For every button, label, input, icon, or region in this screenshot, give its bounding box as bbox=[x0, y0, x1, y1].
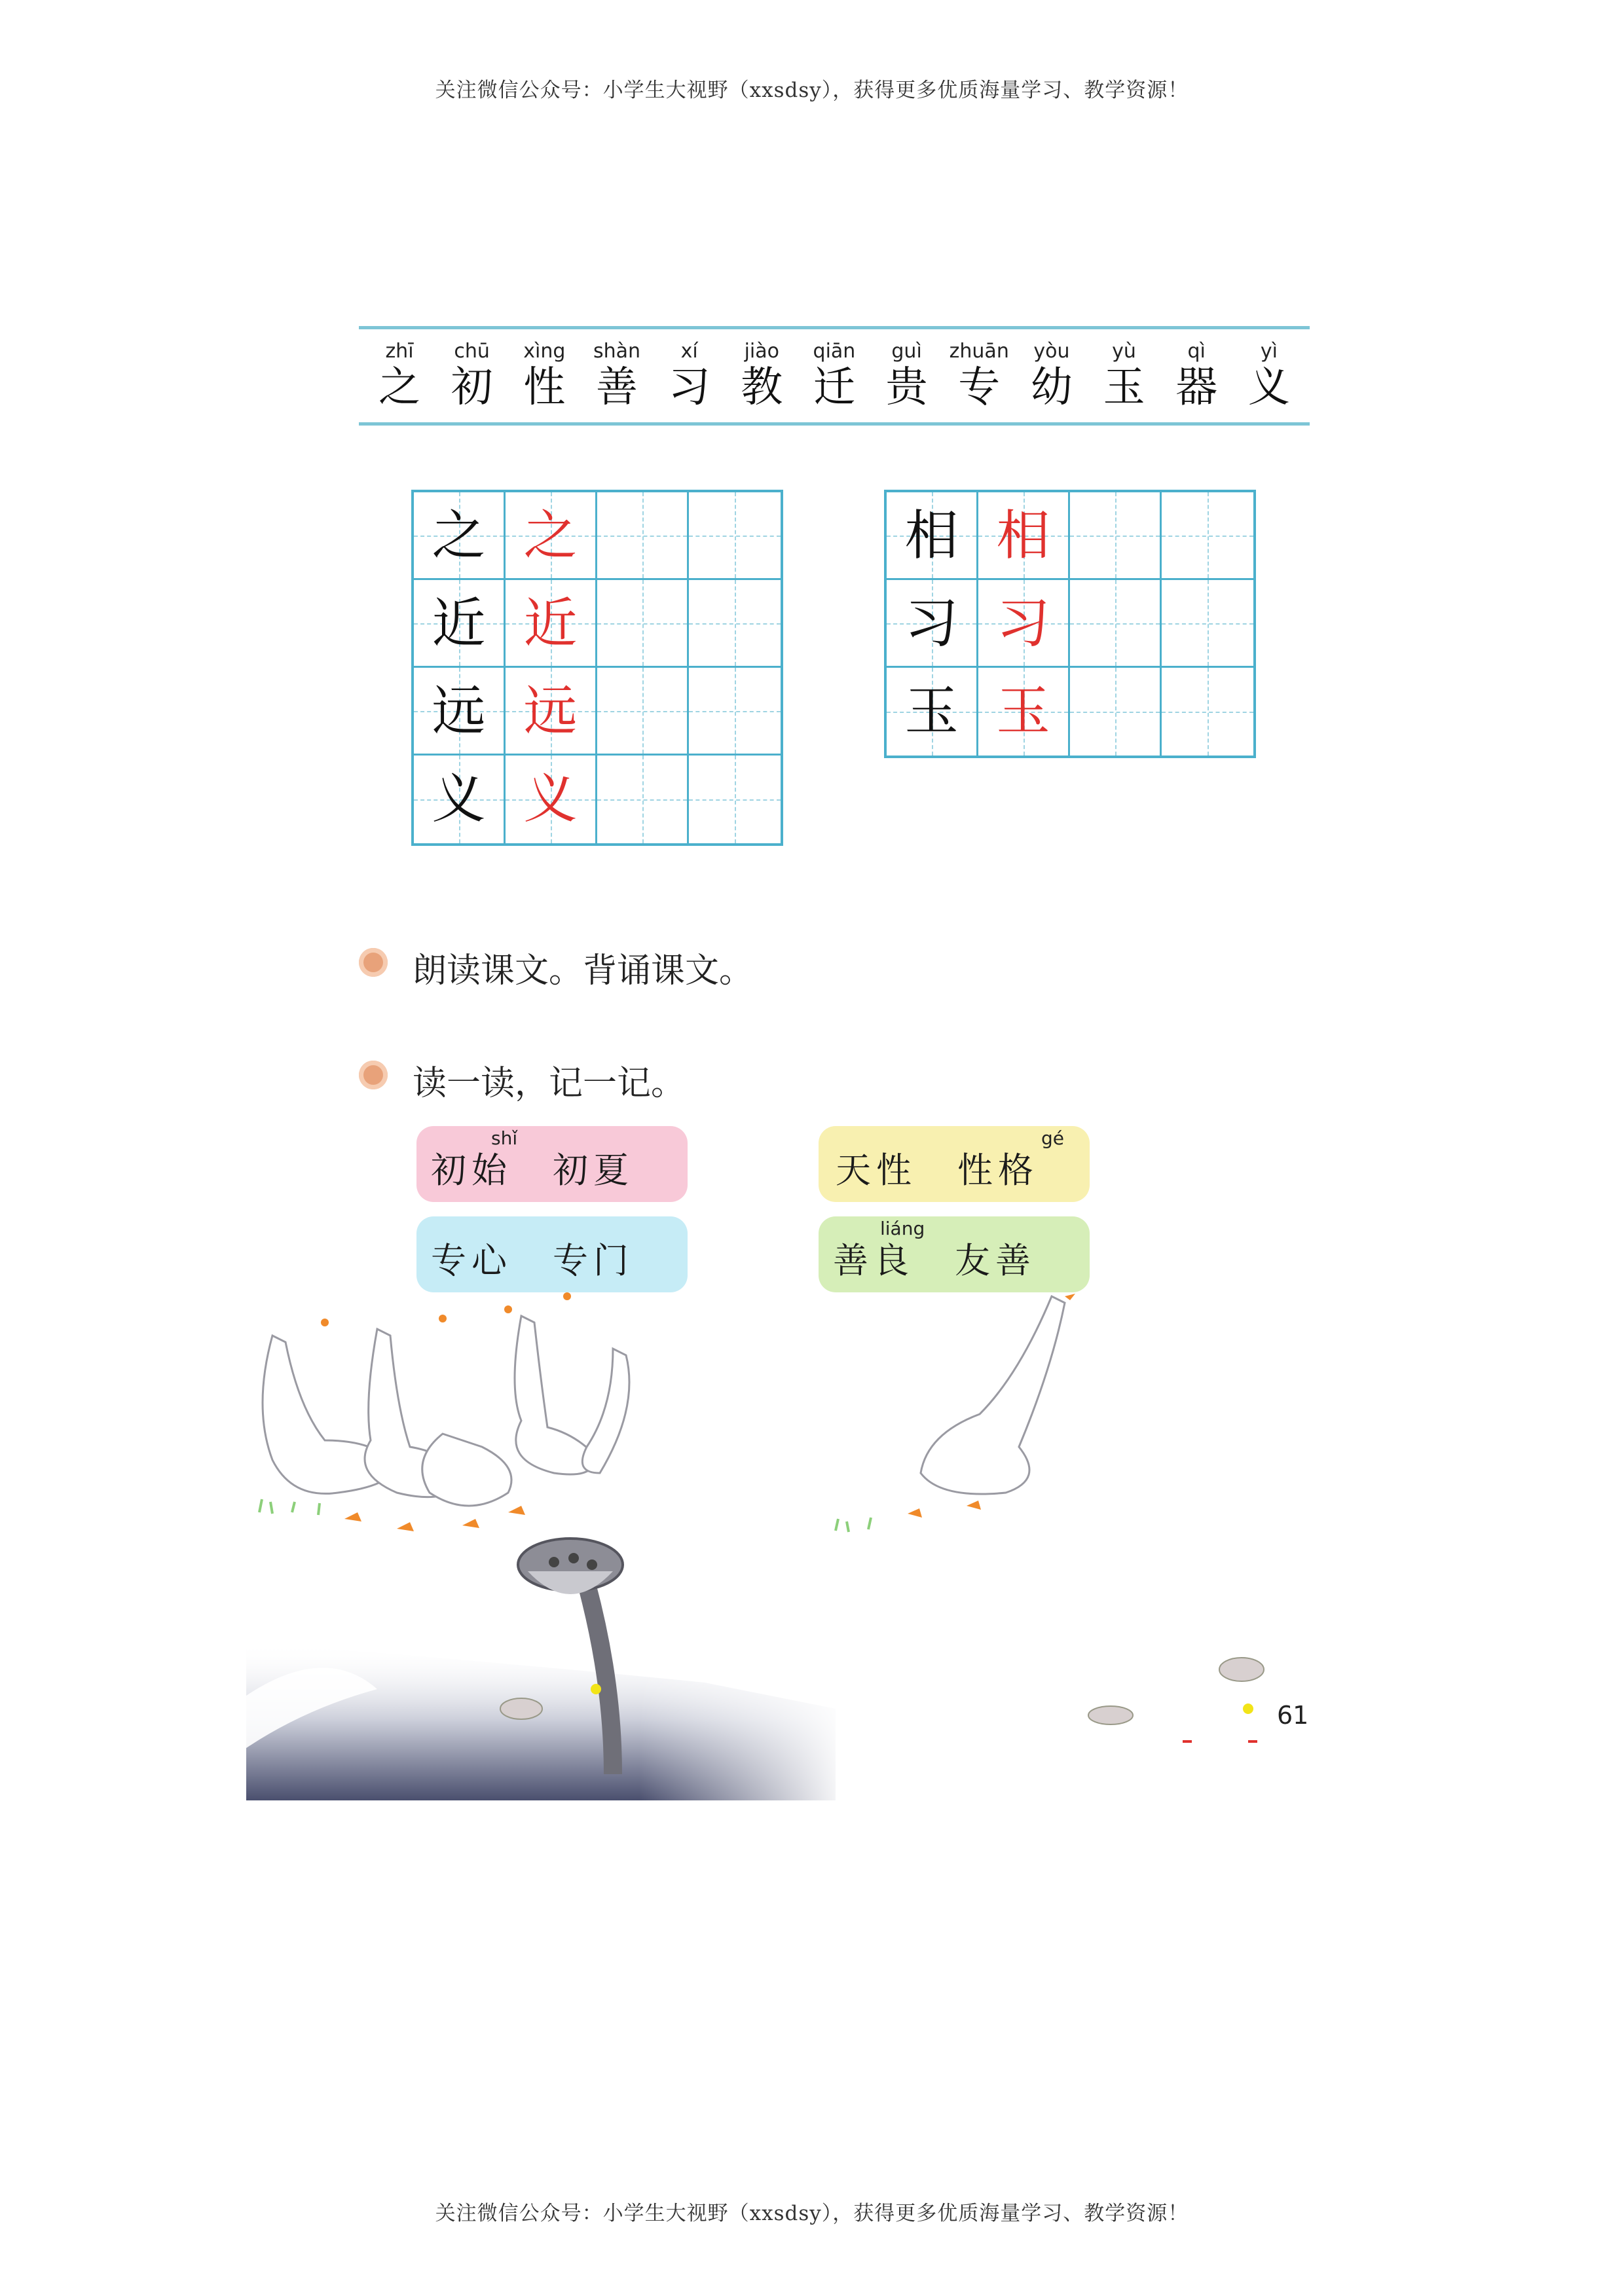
grid-cell bbox=[1162, 492, 1253, 580]
grid-cell bbox=[689, 668, 781, 756]
writing-grid-right bbox=[884, 490, 1256, 758]
character-cell bbox=[1238, 339, 1301, 411]
goose-group-left bbox=[263, 1316, 629, 1506]
grid-cell bbox=[689, 492, 781, 580]
pinyin: zhuān bbox=[949, 340, 1009, 363]
grid-cell bbox=[414, 580, 506, 668]
grid-cell bbox=[597, 580, 689, 668]
model-character: 玉 bbox=[904, 680, 959, 742]
grid-cell bbox=[597, 756, 689, 843]
pinyin: yù bbox=[1112, 340, 1136, 363]
model-character: 远 bbox=[432, 680, 486, 742]
instruction-read-recite bbox=[359, 943, 1145, 991]
instruction-read-remember bbox=[359, 1055, 1145, 1103]
word-pair: 初始 初夏 bbox=[431, 1150, 634, 1191]
grid-cell bbox=[506, 492, 597, 580]
character-cell bbox=[1093, 339, 1156, 411]
character-cell bbox=[441, 339, 504, 411]
pinyin-annotation: liáng bbox=[880, 1218, 925, 1239]
grid-cell bbox=[414, 756, 506, 843]
model-character: 近 bbox=[432, 592, 486, 655]
hanzi: 幼 bbox=[1030, 363, 1073, 412]
firefly bbox=[591, 1684, 601, 1694]
writing-grid-left bbox=[411, 490, 783, 846]
grid-cell bbox=[978, 580, 1070, 668]
grid-cell bbox=[506, 580, 597, 668]
trace-character: 近 bbox=[523, 592, 578, 655]
character-cell bbox=[513, 339, 576, 411]
grid-row bbox=[414, 580, 781, 668]
strip-top-rule bbox=[359, 326, 1310, 329]
model-character: 相 bbox=[904, 505, 959, 567]
goose-feet bbox=[908, 1501, 981, 1518]
character-row bbox=[368, 339, 1301, 411]
character-cell bbox=[876, 339, 938, 411]
hanzi: 善 bbox=[595, 363, 638, 412]
hanzi: 初 bbox=[451, 363, 493, 412]
pinyin: qiān bbox=[813, 340, 856, 363]
instruction-text: 读一读，记一记。 bbox=[413, 1064, 686, 1103]
hanzi: 教 bbox=[741, 363, 783, 412]
pinyin: xìng bbox=[523, 340, 566, 363]
hanzi: 玉 bbox=[1103, 363, 1145, 412]
pinyin: guì bbox=[891, 340, 922, 363]
pinyin: jiào bbox=[744, 340, 779, 363]
hanzi: 专 bbox=[958, 363, 1001, 412]
grid-cell bbox=[506, 756, 597, 843]
instruction-text: 朗读课文。背诵课文。 bbox=[413, 951, 754, 991]
pinyin: chū bbox=[454, 340, 490, 363]
grid-cell bbox=[1162, 668, 1253, 756]
grid-cell bbox=[1162, 580, 1253, 668]
model-character: 之 bbox=[432, 505, 486, 567]
watermark-footer: 关注微信公众号：小学生大视野（xxsdsy），获得更多优质海量学习、教学资源！ bbox=[435, 2202, 1189, 2225]
grid-row bbox=[887, 668, 1253, 756]
new-characters-strip bbox=[359, 326, 1310, 426]
grid-cell bbox=[887, 580, 978, 668]
character-cell bbox=[368, 339, 431, 411]
strip-bottom-rule bbox=[359, 422, 1310, 426]
hanzi: 习 bbox=[668, 363, 710, 412]
word-group-yellow bbox=[819, 1126, 1090, 1202]
grid-row bbox=[414, 668, 781, 756]
pinyin-annotation: shǐ bbox=[491, 1127, 518, 1149]
pinyin: zhī bbox=[385, 340, 414, 363]
grid-cell bbox=[1070, 580, 1162, 668]
model-character: 义 bbox=[432, 768, 486, 830]
word-pair: 天性 性格 bbox=[836, 1150, 1039, 1191]
trace-character: 远 bbox=[523, 680, 578, 742]
geese-pond-illustration bbox=[246, 1277, 1375, 1800]
grid-row bbox=[414, 756, 781, 843]
hanzi: 器 bbox=[1175, 363, 1218, 412]
firefly bbox=[1243, 1704, 1253, 1714]
pinyin: yòu bbox=[1033, 340, 1070, 363]
character-cell bbox=[585, 339, 648, 411]
grid-cell bbox=[414, 492, 506, 580]
character-cell bbox=[1020, 339, 1083, 411]
word-pair: 专心 专门 bbox=[431, 1240, 634, 1281]
trace-character: 习 bbox=[996, 592, 1050, 655]
grid-row bbox=[414, 492, 781, 580]
hanzi: 贵 bbox=[885, 363, 928, 412]
trace-character: 玉 bbox=[996, 680, 1050, 742]
hanzi: 迁 bbox=[813, 363, 855, 412]
grid-cell bbox=[887, 492, 978, 580]
bullet-icon bbox=[359, 1061, 388, 1089]
bullet-icon bbox=[359, 948, 388, 977]
grid-cell bbox=[1070, 492, 1162, 580]
goose-beak bbox=[1065, 1294, 1075, 1300]
pinyin: shàn bbox=[593, 340, 640, 363]
grid-cell bbox=[887, 668, 978, 756]
grid-cell bbox=[689, 580, 781, 668]
page-number: 61 bbox=[1277, 1701, 1309, 1730]
grid-row bbox=[887, 580, 1253, 668]
watermark-header: 关注微信公众号：小学生大视野（xxsdsy），获得更多优质海量学习、教学资源！ bbox=[435, 79, 1189, 102]
grid-cell bbox=[978, 492, 1070, 580]
grid-cell bbox=[1070, 668, 1162, 756]
pinyin: yì bbox=[1260, 340, 1278, 363]
trace-character: 相 bbox=[996, 505, 1050, 567]
character-cell bbox=[1165, 339, 1228, 411]
grid-cell bbox=[597, 492, 689, 580]
word-pair: 善良 友善 bbox=[833, 1240, 1036, 1281]
grid-cell bbox=[597, 668, 689, 756]
goose-right bbox=[921, 1296, 1065, 1494]
grid-cell bbox=[978, 668, 1070, 756]
character-cell bbox=[658, 339, 721, 411]
grid-cell bbox=[414, 668, 506, 756]
pinyin: xí bbox=[680, 340, 698, 363]
grid-cell bbox=[689, 756, 781, 843]
trace-character: 之 bbox=[523, 505, 578, 567]
pinyin-annotation: gé bbox=[1041, 1127, 1064, 1149]
grid-cell bbox=[506, 668, 597, 756]
character-cell bbox=[948, 339, 1010, 411]
hanzi: 性 bbox=[523, 363, 566, 412]
character-cell bbox=[803, 339, 866, 411]
trace-character: 义 bbox=[523, 768, 578, 830]
pinyin: qì bbox=[1187, 340, 1206, 363]
hanzi: 之 bbox=[378, 363, 420, 412]
character-cell bbox=[730, 339, 793, 411]
model-character: 习 bbox=[904, 592, 959, 655]
word-group-pink bbox=[416, 1126, 688, 1202]
grid-row bbox=[887, 492, 1253, 580]
hanzi: 义 bbox=[1247, 363, 1290, 412]
